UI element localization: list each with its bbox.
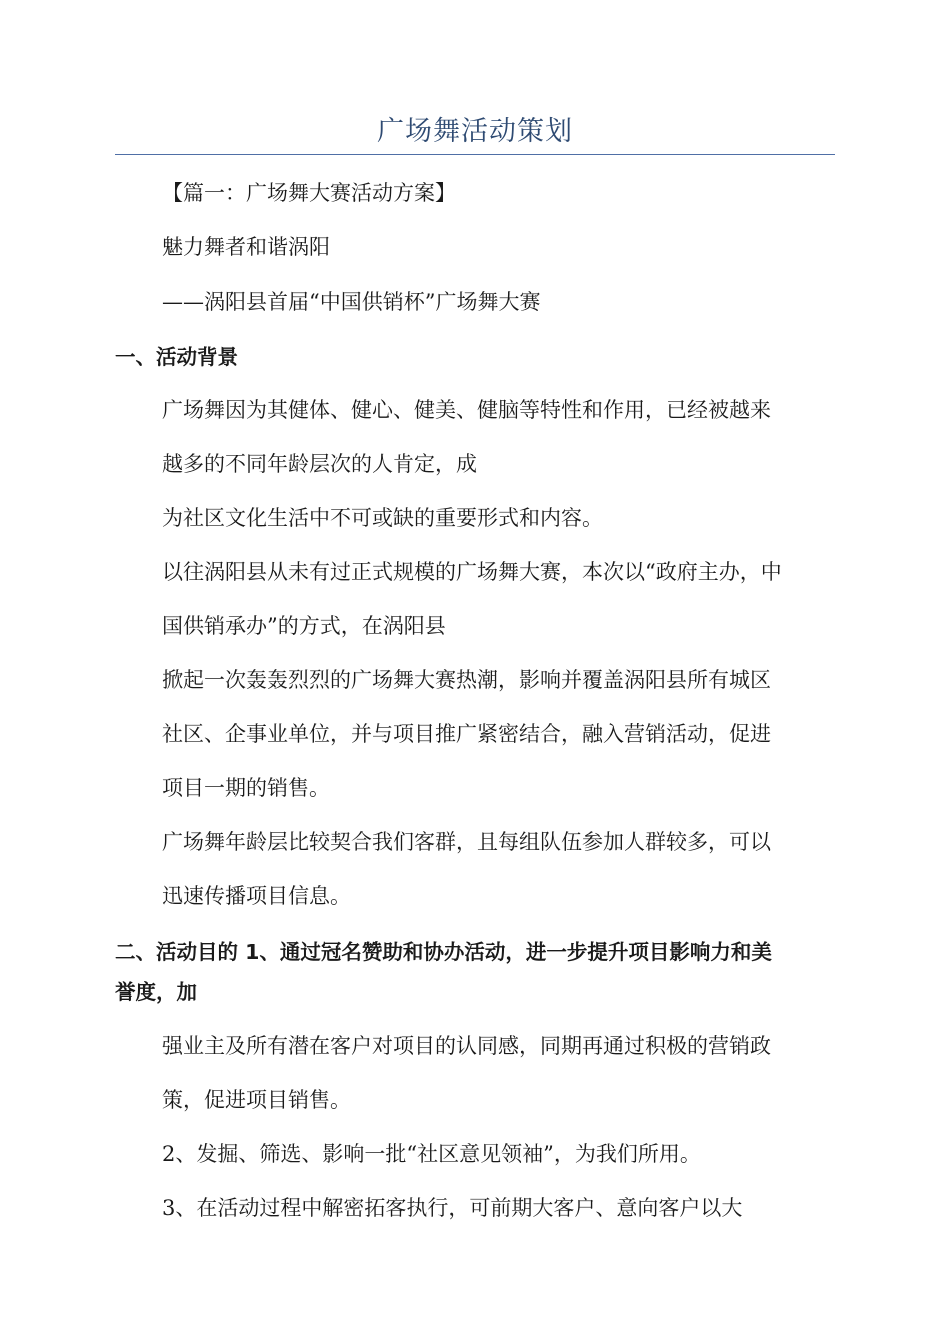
paragraph-line: 国供销承办”的方式，在涡阳县 [162, 614, 446, 638]
section-heading: 一、活动背景 [115, 345, 238, 369]
subtitle-line: ——涡阳县首届“中国供销杯”广场舞大赛 [162, 290, 541, 314]
paragraph-line: 越多的不同年龄层次的人肯定，成 [162, 452, 477, 476]
paragraph-line: 广场舞因为其健体、健心、健美、健脑等特性和作用，已经被越来 [162, 398, 771, 422]
paragraph-line: 策，促进项目销售。 [162, 1088, 351, 1112]
paragraph-line: 广场舞年龄层比较契合我们客群，且每组队伍参加人群较多，可以 [162, 830, 771, 854]
paragraph-line: 强业主及所有潜在客户对项目的认同感，同期再通过积极的营销政 [162, 1034, 771, 1058]
section-header-text: 【篇一：广场舞大赛活动方案】 [162, 181, 456, 205]
subtitle-line: 魅力舞者和谐涡阳 [162, 235, 330, 259]
section-heading: 二、活动目的 1、通过冠名赞助和协办活动，进一步提升项目影响力和美 [115, 940, 772, 964]
paragraph-line: 以往涡阳县从未有过正式规模的广场舞大赛，本次以“政府主办，中 [162, 560, 782, 584]
paragraph-line: 掀起一次轰轰烈烈的广场舞大赛热潮，影响并覆盖涡阳县所有城区 [162, 668, 771, 692]
section-heading-continued: 誉度，加 [115, 980, 197, 1004]
title-underline [115, 154, 835, 155]
paragraph-line: 社区、企事业单位，并与项目推广紧密结合，融入营销活动，促进 [162, 722, 771, 746]
paragraph-line: 迅速传播项目信息。 [162, 884, 351, 908]
paragraph-line: 2、发掘、筛选、影响一批“社区意见领袖”，为我们所用。 [162, 1142, 701, 1166]
document-title: 广场舞活动策划 [377, 116, 573, 147]
paragraph-line: 为社区文化生活中不可或缺的重要形式和内容。 [162, 506, 603, 530]
paragraph-line: 3、在活动过程中解密拓客执行，可前期大客户、意向客户以大 [162, 1196, 743, 1220]
paragraph-line: 项目一期的销售。 [162, 776, 330, 800]
